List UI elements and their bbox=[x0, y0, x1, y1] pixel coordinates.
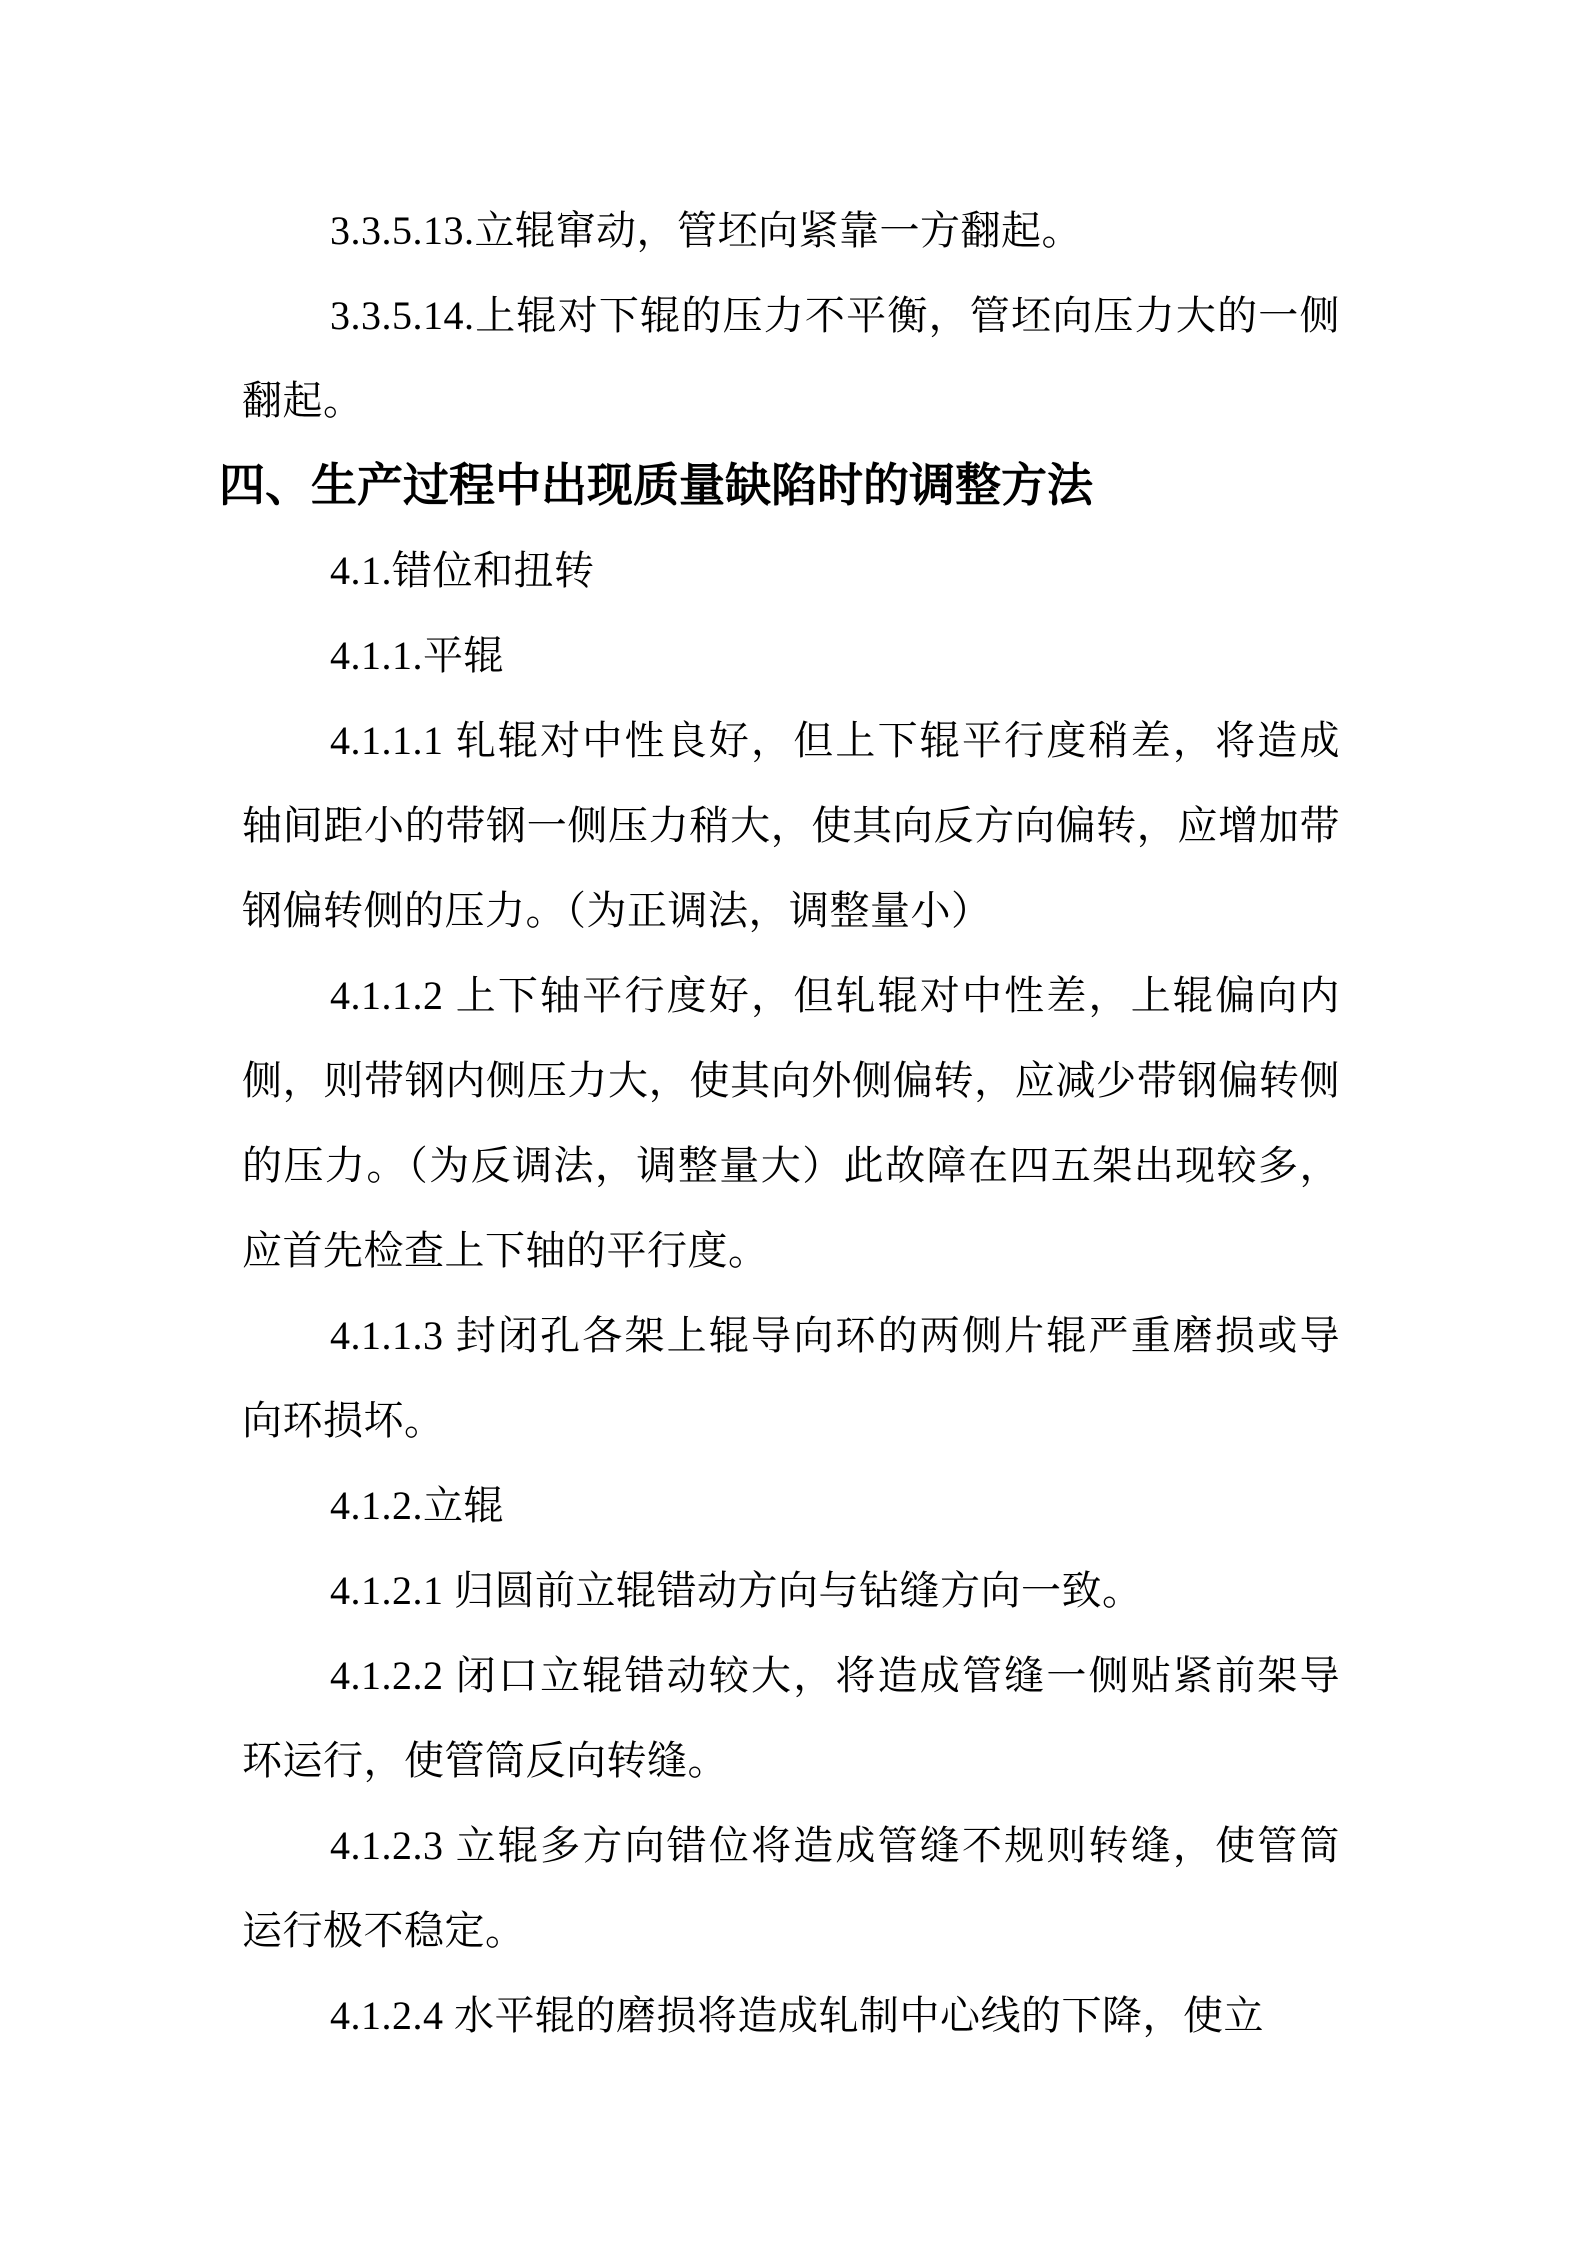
para-3-3-5-14: 3.3.5.14.上辊对下辊的压力不平衡，管坯向压力大的一侧翻起。 bbox=[242, 293, 1340, 423]
para-4-1-1-1: 4.1.1.1 轧辊对中性良好，但上下辊平行度稍差，将造成轴间距小的带钢一侧压力稍大，使其向反方向偏转，应增加带钢偏转侧的压力。（为正调法，调整量小） bbox=[242, 718, 1340, 933]
para-4-1-1-2: 4.1.1.2 上下轴平行度好，但轧辊对中性差，上辊偏向内侧，则带钢内侧压力大，使其向外侧偏转，应减少带钢偏转侧的压力。（为反调法，调整量大）此故障在四五架出现较多，应首先检查上下轴的平行度。 bbox=[242, 973, 1340, 1273]
para-4-1-1-3: 4.1.1.3 封闭孔各架上辊导向环的两侧片辊严重磨损或导向环损坏。 bbox=[242, 1313, 1340, 1443]
para-4-1-2-2: 4.1.2.2 闭口立辊错动较大，将造成管缝一侧贴紧前架导环运行，使管筒反向转缝。 bbox=[242, 1653, 1340, 1783]
para-4-1-2: 4.1.2.立辊 bbox=[330, 1483, 504, 1528]
para-4-1-1: 4.1.1.平辊 bbox=[330, 633, 504, 678]
para-4-1-2-1: 4.1.2.1 归圆前立辊错动方向与钻缝方向一致。 bbox=[330, 1568, 1143, 1613]
text-content bbox=[219, 188, 1340, 2058]
para-3-3-5-13: 3.3.5.13.立辊窜动，管坯向紧靠一方翻起。 bbox=[330, 208, 1082, 253]
para-4-1-2-3: 4.1.2.3 立辊多方向错位将造成管缝不规则转缝，使管筒运行极不稳定。 bbox=[242, 1823, 1340, 1953]
para-4-1: 4.1.错位和扭转 bbox=[330, 548, 595, 593]
para-4-1-2-4: 4.1.2.4 水平辊的磨损将造成轧制中心线的下降，使立 bbox=[330, 1993, 1264, 2038]
heading-section-4: 四、生产过程中出现质量缺陷时的调整方法 bbox=[219, 460, 1093, 511]
